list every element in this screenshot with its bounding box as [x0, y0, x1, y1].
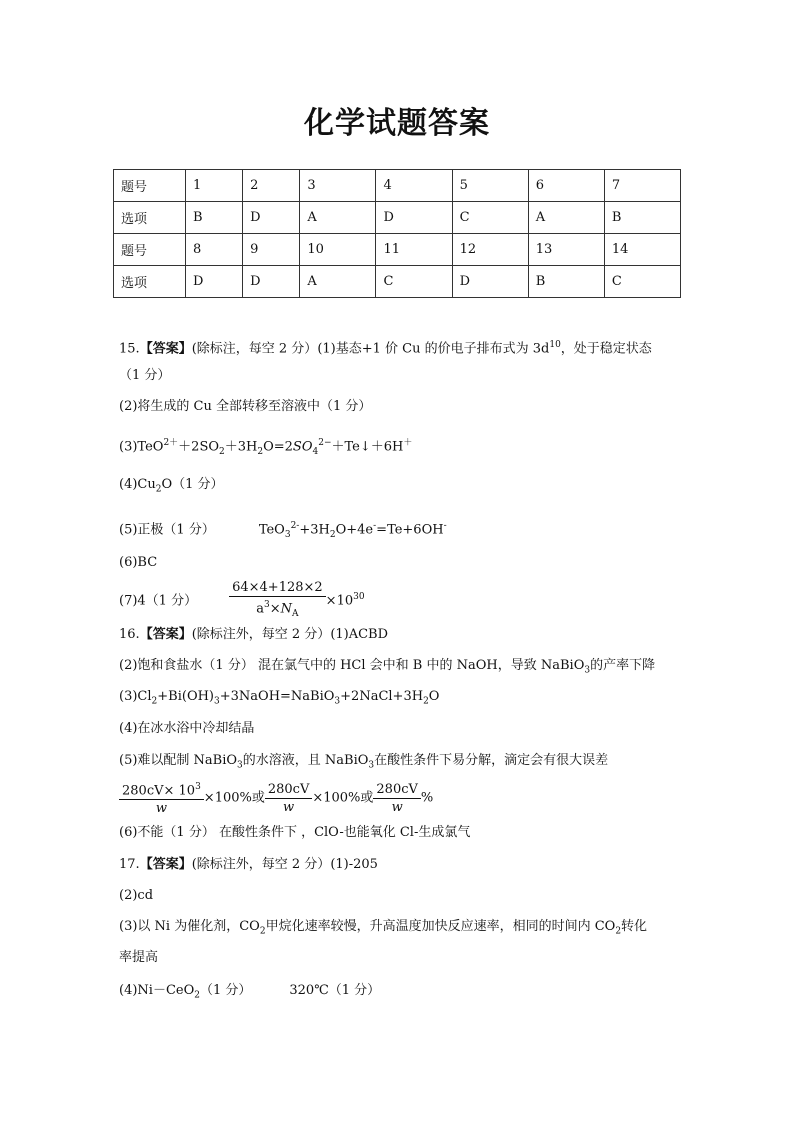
- subscript: 2: [155, 484, 162, 495]
- row-label: 选项: [114, 266, 186, 298]
- superscript: 3: [264, 600, 270, 610]
- question-number: 17.: [119, 857, 140, 872]
- equation-text: =Te+6OH: [376, 522, 444, 538]
- q17-answer-1: (1)-205: [330, 857, 378, 872]
- fraction-denominator: w: [283, 799, 295, 815]
- equation-text: ×10: [325, 593, 354, 609]
- answer-text: 的水溶液，且 NaBiO: [242, 753, 369, 768]
- scoring-note: (除标注外，每空 2 分）: [191, 627, 331, 642]
- answer-text: (2)饱和食盐水（1 分） 混在氯气中的 HCl 会中和 B 中的 NaOH，导致 NaBiO: [119, 658, 585, 673]
- table-cell: 8: [186, 234, 243, 266]
- fraction-numerator: 280cV: [373, 782, 420, 799]
- q15-answer-1: (1)基态+1 价 Cu 的价电子排布式为 3d: [317, 341, 550, 357]
- q15-answer-1-continued: （1 分）: [119, 368, 171, 383]
- q15-answer-1-tail: ，处于稳定状态: [560, 341, 652, 357]
- subscript: 2: [257, 446, 264, 457]
- table-cell: A: [528, 202, 604, 234]
- equation-text: ×: [269, 601, 281, 617]
- table-cell: B: [528, 266, 604, 298]
- equation-text: ×100%或: [312, 790, 374, 806]
- q15-answer-6: (6)BC: [119, 555, 158, 570]
- subscript: A: [292, 608, 299, 619]
- superscript: 2＋: [163, 438, 179, 448]
- superscript: 30: [353, 592, 365, 603]
- q16-answer-1: (1)ACBD: [330, 627, 389, 642]
- subscript: 2: [151, 696, 158, 707]
- equation-text: O+4e: [335, 522, 374, 538]
- table-cell: D: [243, 202, 300, 234]
- fraction-numerator: 64×4+128×2: [229, 580, 326, 597]
- subscript: 3: [584, 665, 591, 676]
- equation-text: ＋2SO: [178, 439, 220, 455]
- superscript: 2−: [318, 438, 332, 448]
- equation-text: N: [280, 601, 293, 617]
- q16-heading: [119, 627, 388, 643]
- table-row: [114, 234, 681, 266]
- table-cell: B: [604, 202, 680, 234]
- superscript: 2-: [290, 521, 300, 531]
- table-cell: 13: [528, 234, 604, 266]
- q16-answer-2: [119, 658, 655, 679]
- answer-table: [113, 169, 681, 298]
- answer-text: （1 分）: [199, 983, 252, 998]
- answer-text: 的产率下降: [590, 658, 656, 673]
- subscript: 3: [334, 696, 341, 707]
- purity-fraction-1: [119, 780, 204, 816]
- table-cell: A: [300, 202, 376, 234]
- table-cell: 5: [452, 170, 528, 202]
- table-cell: 9: [243, 234, 300, 266]
- q15-answer-2: (2)将生成的 Cu 全部转移至溶液中（1 分）: [119, 399, 372, 414]
- density-fraction: [229, 580, 326, 622]
- answer-text: O（1 分）: [161, 477, 224, 492]
- question-number: 16.: [119, 627, 140, 642]
- superscript: 10: [549, 340, 561, 350]
- q17-heading: [119, 857, 378, 873]
- answer-text: 在酸性条件下易分解，滴定会有很大误差: [374, 753, 609, 768]
- answer-text: 转化: [621, 919, 648, 934]
- equation-text: +3H: [299, 522, 330, 538]
- fraction-denominator: w: [155, 801, 167, 817]
- row-label: 选项: [114, 202, 186, 234]
- table-cell: 1: [186, 170, 243, 202]
- q16-answer-3: [119, 689, 439, 710]
- equation-text: ×100%或: [203, 790, 265, 806]
- table-cell: C: [604, 266, 680, 298]
- table-cell: A: [300, 266, 376, 298]
- subscript: 2: [219, 446, 225, 457]
- superscript: 3: [195, 782, 201, 792]
- page-title: 化学试题答案: [304, 106, 490, 141]
- table-cell: C: [452, 202, 528, 234]
- answer-text: (5)正极（1 分）: [119, 522, 215, 538]
- purity-fraction-3: [373, 782, 420, 815]
- row-label: 题号: [114, 234, 186, 266]
- table-cell: 12: [452, 234, 528, 266]
- subscript: 3: [368, 760, 375, 771]
- equation-text: 280cV× 10: [122, 783, 196, 799]
- table-cell: 7: [604, 170, 680, 202]
- table-cell: 2: [243, 170, 300, 202]
- table-cell: D: [243, 266, 300, 298]
- subscript: 2: [194, 990, 200, 1001]
- table-cell: C: [376, 266, 452, 298]
- table-cell: D: [376, 202, 452, 234]
- scoring-note: (除标注，每空 2 分）: [191, 341, 318, 357]
- answer-text: (5)难以配制 NaBiO: [119, 753, 238, 768]
- superscript: -: [443, 521, 447, 531]
- question-number: 15.: [119, 341, 140, 357]
- scoring-note: (除标注外，每空 2 分）: [191, 857, 331, 872]
- table-cell: 14: [604, 234, 680, 266]
- answer-tag: 【答案】: [139, 857, 192, 872]
- q17-answer-2: (2)cd: [119, 888, 154, 903]
- answer-text: (4)Cu: [119, 477, 156, 492]
- table-cell: D: [452, 266, 528, 298]
- fraction-denominator: w: [391, 799, 403, 815]
- table-cell: 6: [528, 170, 604, 202]
- q16-answer-6: (6)不能（1 分） 在酸性条件下 ，ClO-也能氧化 Cl-生成氯气: [119, 825, 471, 840]
- row-label: 题号: [114, 170, 186, 202]
- answer-text: (3)以 Ni 为催化剂，CO: [119, 919, 260, 934]
- table-cell: 4: [376, 170, 452, 202]
- q17-answer-3: [119, 919, 647, 940]
- q16-answer-5: [119, 753, 608, 774]
- equation-text: (3)Cl: [119, 689, 152, 704]
- subscript: 2: [329, 529, 336, 540]
- answer-text: (7)4（1 分）: [119, 593, 198, 609]
- table-row: [114, 170, 681, 202]
- subscript: 3: [237, 760, 243, 771]
- q17-answer-3-continued: 率提高: [119, 950, 159, 965]
- equation-text: O: [428, 689, 440, 704]
- answer-tag: 【答案】: [139, 341, 192, 357]
- subscript: 4: [312, 446, 319, 457]
- equation-text: +2NaCl+3H: [340, 689, 424, 704]
- equation-text: a: [256, 601, 264, 617]
- table-cell: B: [186, 202, 243, 234]
- superscript: -: [373, 521, 377, 531]
- table-cell: 11: [376, 234, 452, 266]
- subscript: 2: [259, 926, 266, 937]
- subscript: 3: [214, 696, 220, 707]
- q17-answer-4: [119, 983, 380, 1004]
- equation-text: O=2: [263, 439, 293, 455]
- equation-text: %: [420, 790, 434, 806]
- superscript: ＋: [403, 438, 413, 448]
- subscript: 3: [284, 529, 291, 540]
- equation-text: (3)TeO: [119, 439, 164, 455]
- equation-text: +3NaOH=NaBiO: [219, 689, 335, 704]
- subscript: 2: [423, 696, 429, 707]
- equation-text: SO: [292, 439, 313, 455]
- q15-answer-4: [119, 477, 224, 498]
- q15-answer-5: [119, 518, 447, 543]
- q16-answer-4: (4)在冰水浴中冷却结晶: [119, 721, 255, 736]
- fraction-numerator: [119, 780, 204, 800]
- table-cell: 3: [300, 170, 376, 202]
- equation-text: +Bi(OH): [157, 689, 215, 704]
- table-row: [114, 266, 681, 298]
- answer-text: (4)Ni－CeO: [119, 983, 195, 998]
- q15-answer-3: [119, 435, 412, 460]
- fraction-denominator: [229, 597, 326, 622]
- fraction-numerator: 280cV: [265, 782, 312, 799]
- q15-heading: [119, 337, 652, 357]
- table-cell: D: [186, 266, 243, 298]
- equation-text: ＋3H: [224, 439, 258, 455]
- q16-answer-5-formula: [119, 780, 433, 816]
- answer-tag: 【答案】: [139, 627, 192, 642]
- answer-text: 甲烷化速率较慢，升高温度加快反应速率，相同的时间内 CO: [265, 919, 616, 934]
- subscript: 2: [615, 926, 622, 937]
- q15-answer-7: [119, 580, 365, 622]
- equation-text: TeO: [258, 522, 285, 538]
- purity-fraction-2: [265, 782, 312, 815]
- table-cell: 10: [300, 234, 376, 266]
- table-row: [114, 202, 681, 234]
- answer-text: 320℃（1 分）: [289, 983, 381, 998]
- equation-text: ＋Te↓＋6H: [331, 439, 404, 455]
